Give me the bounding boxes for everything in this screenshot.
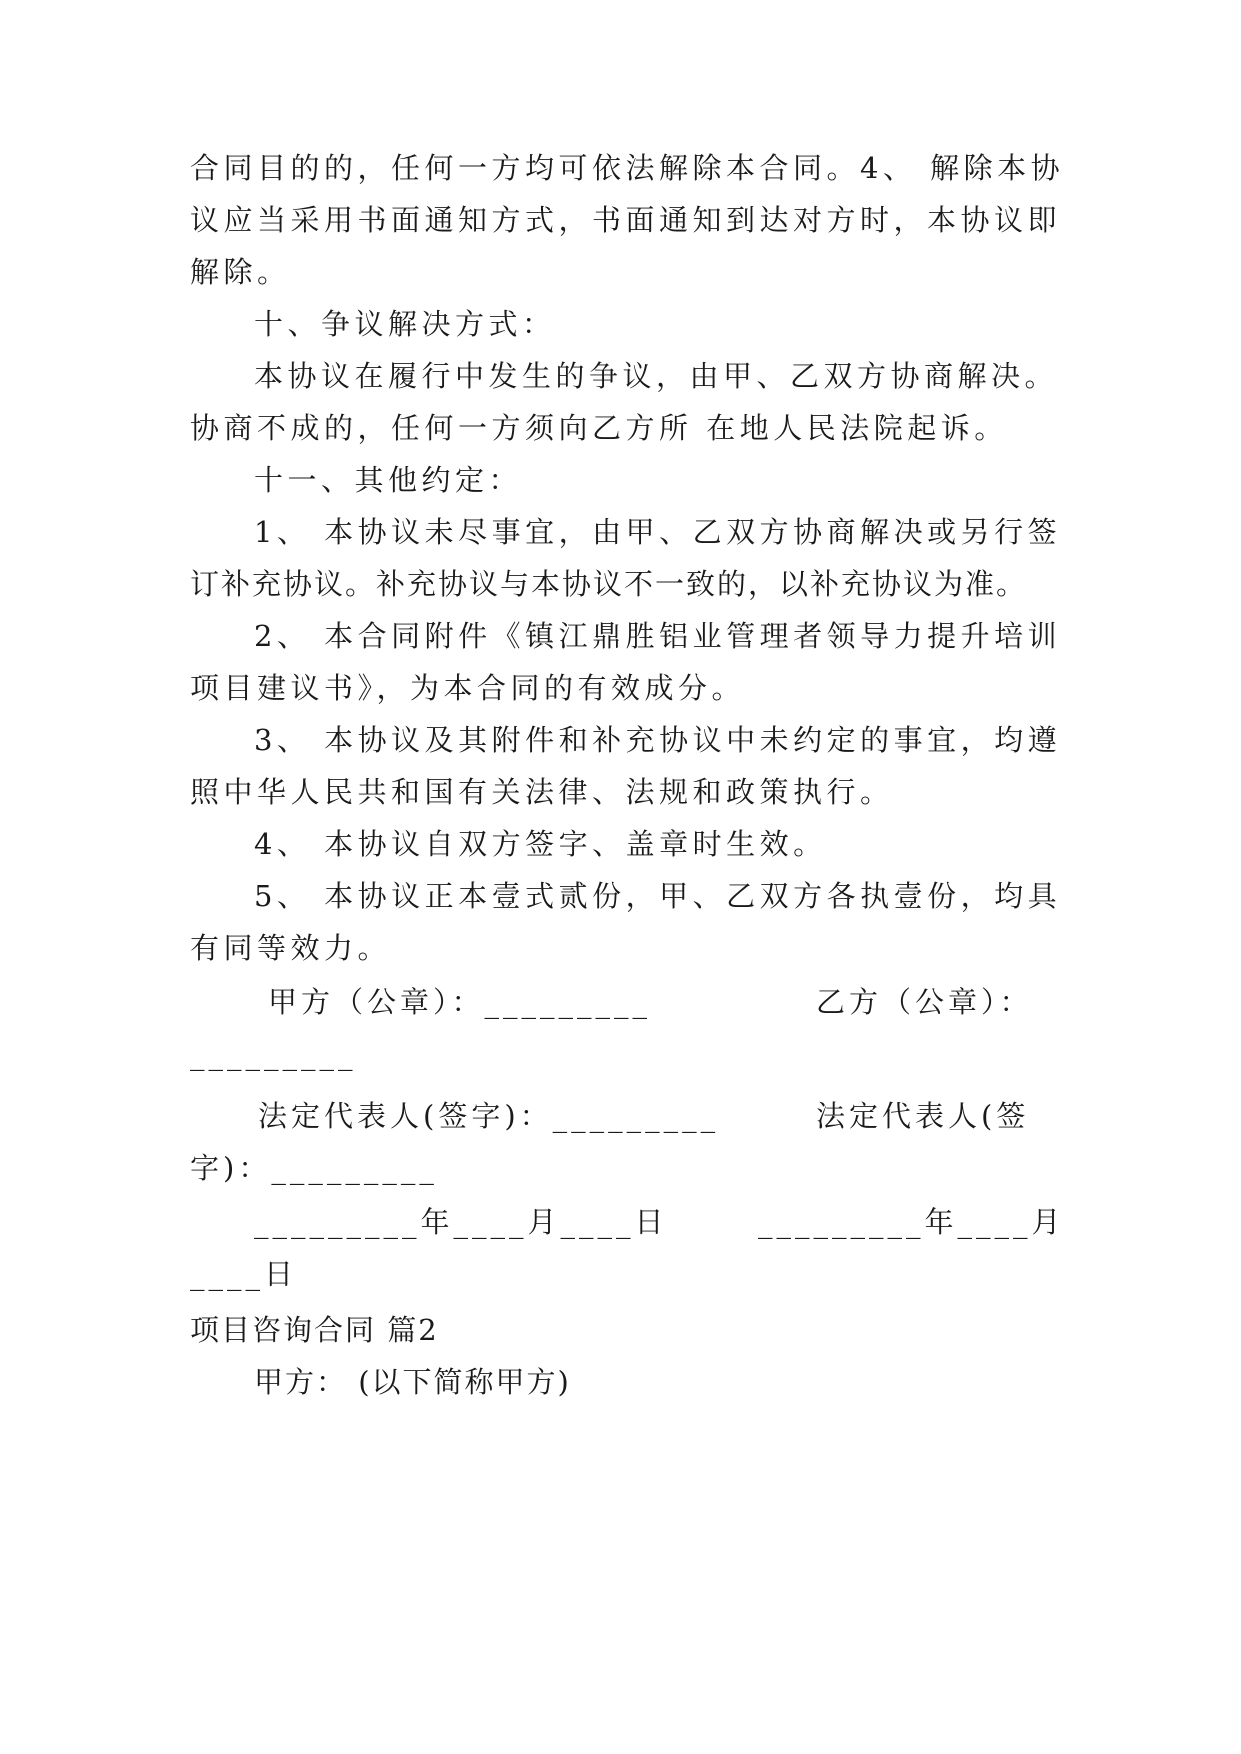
party-a-date-field: _________年____月____日 xyxy=(254,1205,668,1239)
party-b-date-field-cont: ____日 xyxy=(190,1257,298,1291)
clause-item-3: 3、 本协议及其附件和补充协议中未约定的事宜，均遵 xyxy=(254,723,1062,757)
paragraph-line: 本协议在履行中发生的争议，由甲、乙双方协商解决。 xyxy=(254,359,1059,393)
clause-item-5: 5、 本协议正本壹式贰份，甲、乙双方各执壹份，均具 xyxy=(254,879,1062,913)
party-a-seal-field: 甲方（公章）：_________ xyxy=(268,985,652,1019)
party-b-rep-field: 法定代表人(签 xyxy=(816,1099,1030,1133)
party-a-line: 甲方： (以下简称甲方) xyxy=(254,1365,571,1399)
clause-item-4: 4、 本协议自双方签字、盖章时生效。 xyxy=(254,827,827,861)
paragraph-line: 有同等效力。 xyxy=(190,931,392,965)
party-b-seal-field: 乙方（公章）： xyxy=(816,985,1033,1019)
section-title: 项目咨询合同 篇2 xyxy=(190,1313,439,1347)
section-heading-other: 十一、其他约定： xyxy=(254,463,523,497)
paragraph-line: 解除。 xyxy=(190,255,291,289)
paragraph-line: 订补充协议。补充协议与本协议不一致的，以补充协议为准。 xyxy=(190,567,1028,601)
paragraph-line: 协商不成的，任何一方须向乙方所 在地人民法院起诉。 xyxy=(190,411,1008,445)
party-a-rep-field: 法定代表人(签字)：_________ xyxy=(258,1099,720,1133)
party-b-date-field: _________年____月 xyxy=(758,1205,1065,1239)
section-heading-dispute: 十、争议解决方式： xyxy=(254,307,556,341)
clause-item-1: 1、 本协议未尽事宜，由甲、乙双方协商解决或另行签 xyxy=(254,515,1062,549)
party-b-seal-blank: _________ xyxy=(190,1037,357,1071)
paragraph-line: 照中华人民共和国有关法律、法规和政策执行。 xyxy=(190,775,894,809)
paragraph-line: 合同目的的，任何一方均可依法解除本合同。4、 解除本协 xyxy=(190,151,1065,185)
paragraph-line: 议应当采用书面通知方式，书面通知到达对方时，本协议即 xyxy=(190,203,1062,237)
paragraph-line: 项目建议书》，为本合同的有效成分。 xyxy=(190,671,746,705)
party-b-rep-field-cont: 字)：_________ xyxy=(190,1151,438,1185)
clause-item-2: 2、 本合同附件《镇江鼎胜铝业管理者领导力提升培训 xyxy=(254,619,1062,653)
